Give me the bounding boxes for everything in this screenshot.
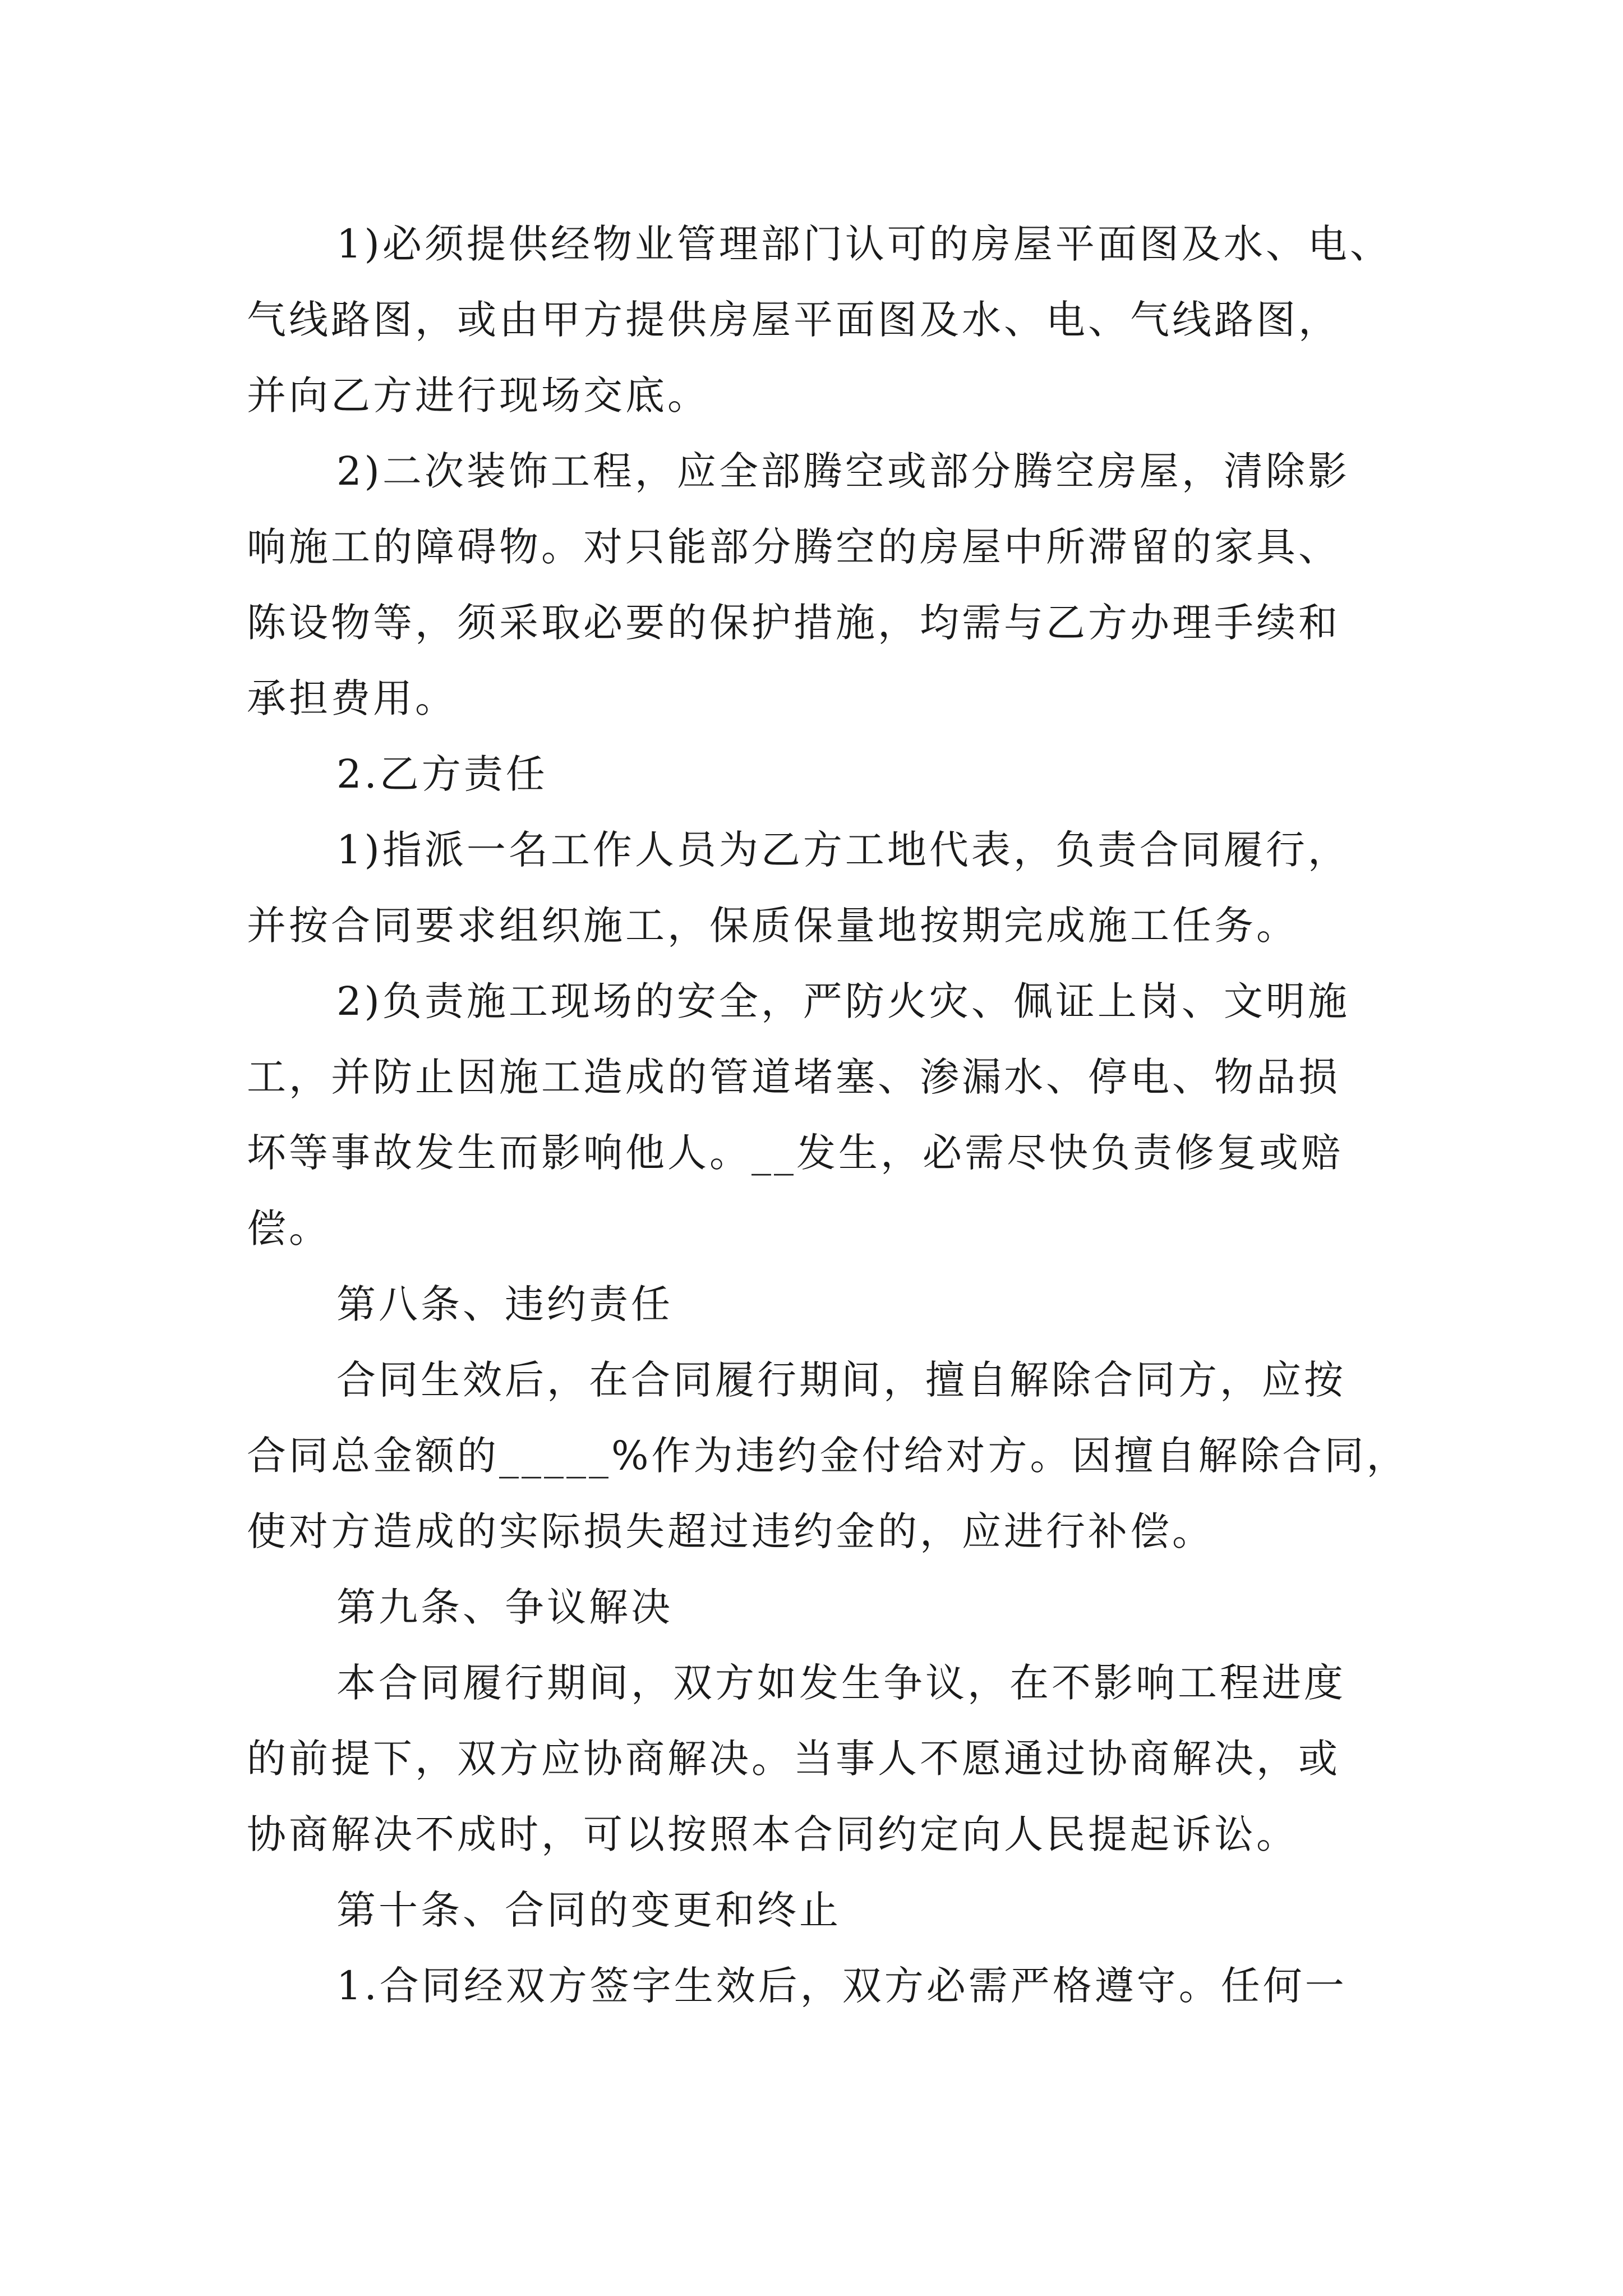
text-line: 并向乙方进行现场交底。 [247,372,709,418]
text-line: 的前提下，双方应协商解决。当事人不愿通过协商解决，或 [247,1736,1340,1782]
text-line: 1.合同经双方签字生效后，双方必需严格遵守。任何一 [336,1963,1347,2009]
text-line: 工，并防止因施工造成的管道堵塞、渗漏水、停电、物品损 [247,1054,1340,1100]
text-line: 合同生效后，在合同履行期间，擅自解除合同方，应按 [336,1357,1346,1403]
text-line: 坏等事故发生而影响他人。__发生，必需尽快负责修复或赔 [247,1130,1343,1176]
text-line: 协商解决不成时，可以按照本合同约定向人民提起诉讼。 [247,1811,1298,1857]
section-heading: 第八条、违约责任 [336,1281,673,1327]
text-line: 偿。 [247,1205,331,1251]
text-line: 并按合同要求组织施工，保质保量地按期完成施工任务。 [247,903,1298,949]
section-heading: 第十条、合同的变更和终止 [336,1887,841,1933]
section-heading: 第九条、争议解决 [336,1584,673,1630]
text-line: 响施工的障碍物。对只能部分腾空的房屋中所滞留的家具、 [247,524,1340,570]
text-line: 本合同履行期间，双方如发生争议，在不影响工程进度 [336,1660,1346,1706]
text-line: 合同总金额的_____%作为违约金付给对方。因擅自解除合同， [247,1433,1409,1479]
text-line: 陈设物等，须采取必要的保护措施，均需与乙方办理手续和 [247,600,1340,646]
text-line: 使对方造成的实际损失超过违约金的，应进行补偿。 [247,1508,1214,1554]
text-line: 2)二次装饰工程，应全部腾空或部分腾空房屋，清除影 [336,448,1350,494]
section-heading: 2.乙方责任 [336,751,548,797]
text-line: 承担费用。 [247,675,457,721]
text-line: 1)指派一名工作人员为乙方工地代表，负责合同履行， [336,827,1350,873]
text-line: 气线路图，或由甲方提供房屋平面图及水、电、气线路图， [247,297,1340,343]
text-line: 1)必须提供经物业管理部门认可的房屋平面图及水、电、 [336,221,1392,267]
text-line: 2)负责施工现场的安全，严防火灾、佩证上岗、文明施 [336,978,1350,1024]
